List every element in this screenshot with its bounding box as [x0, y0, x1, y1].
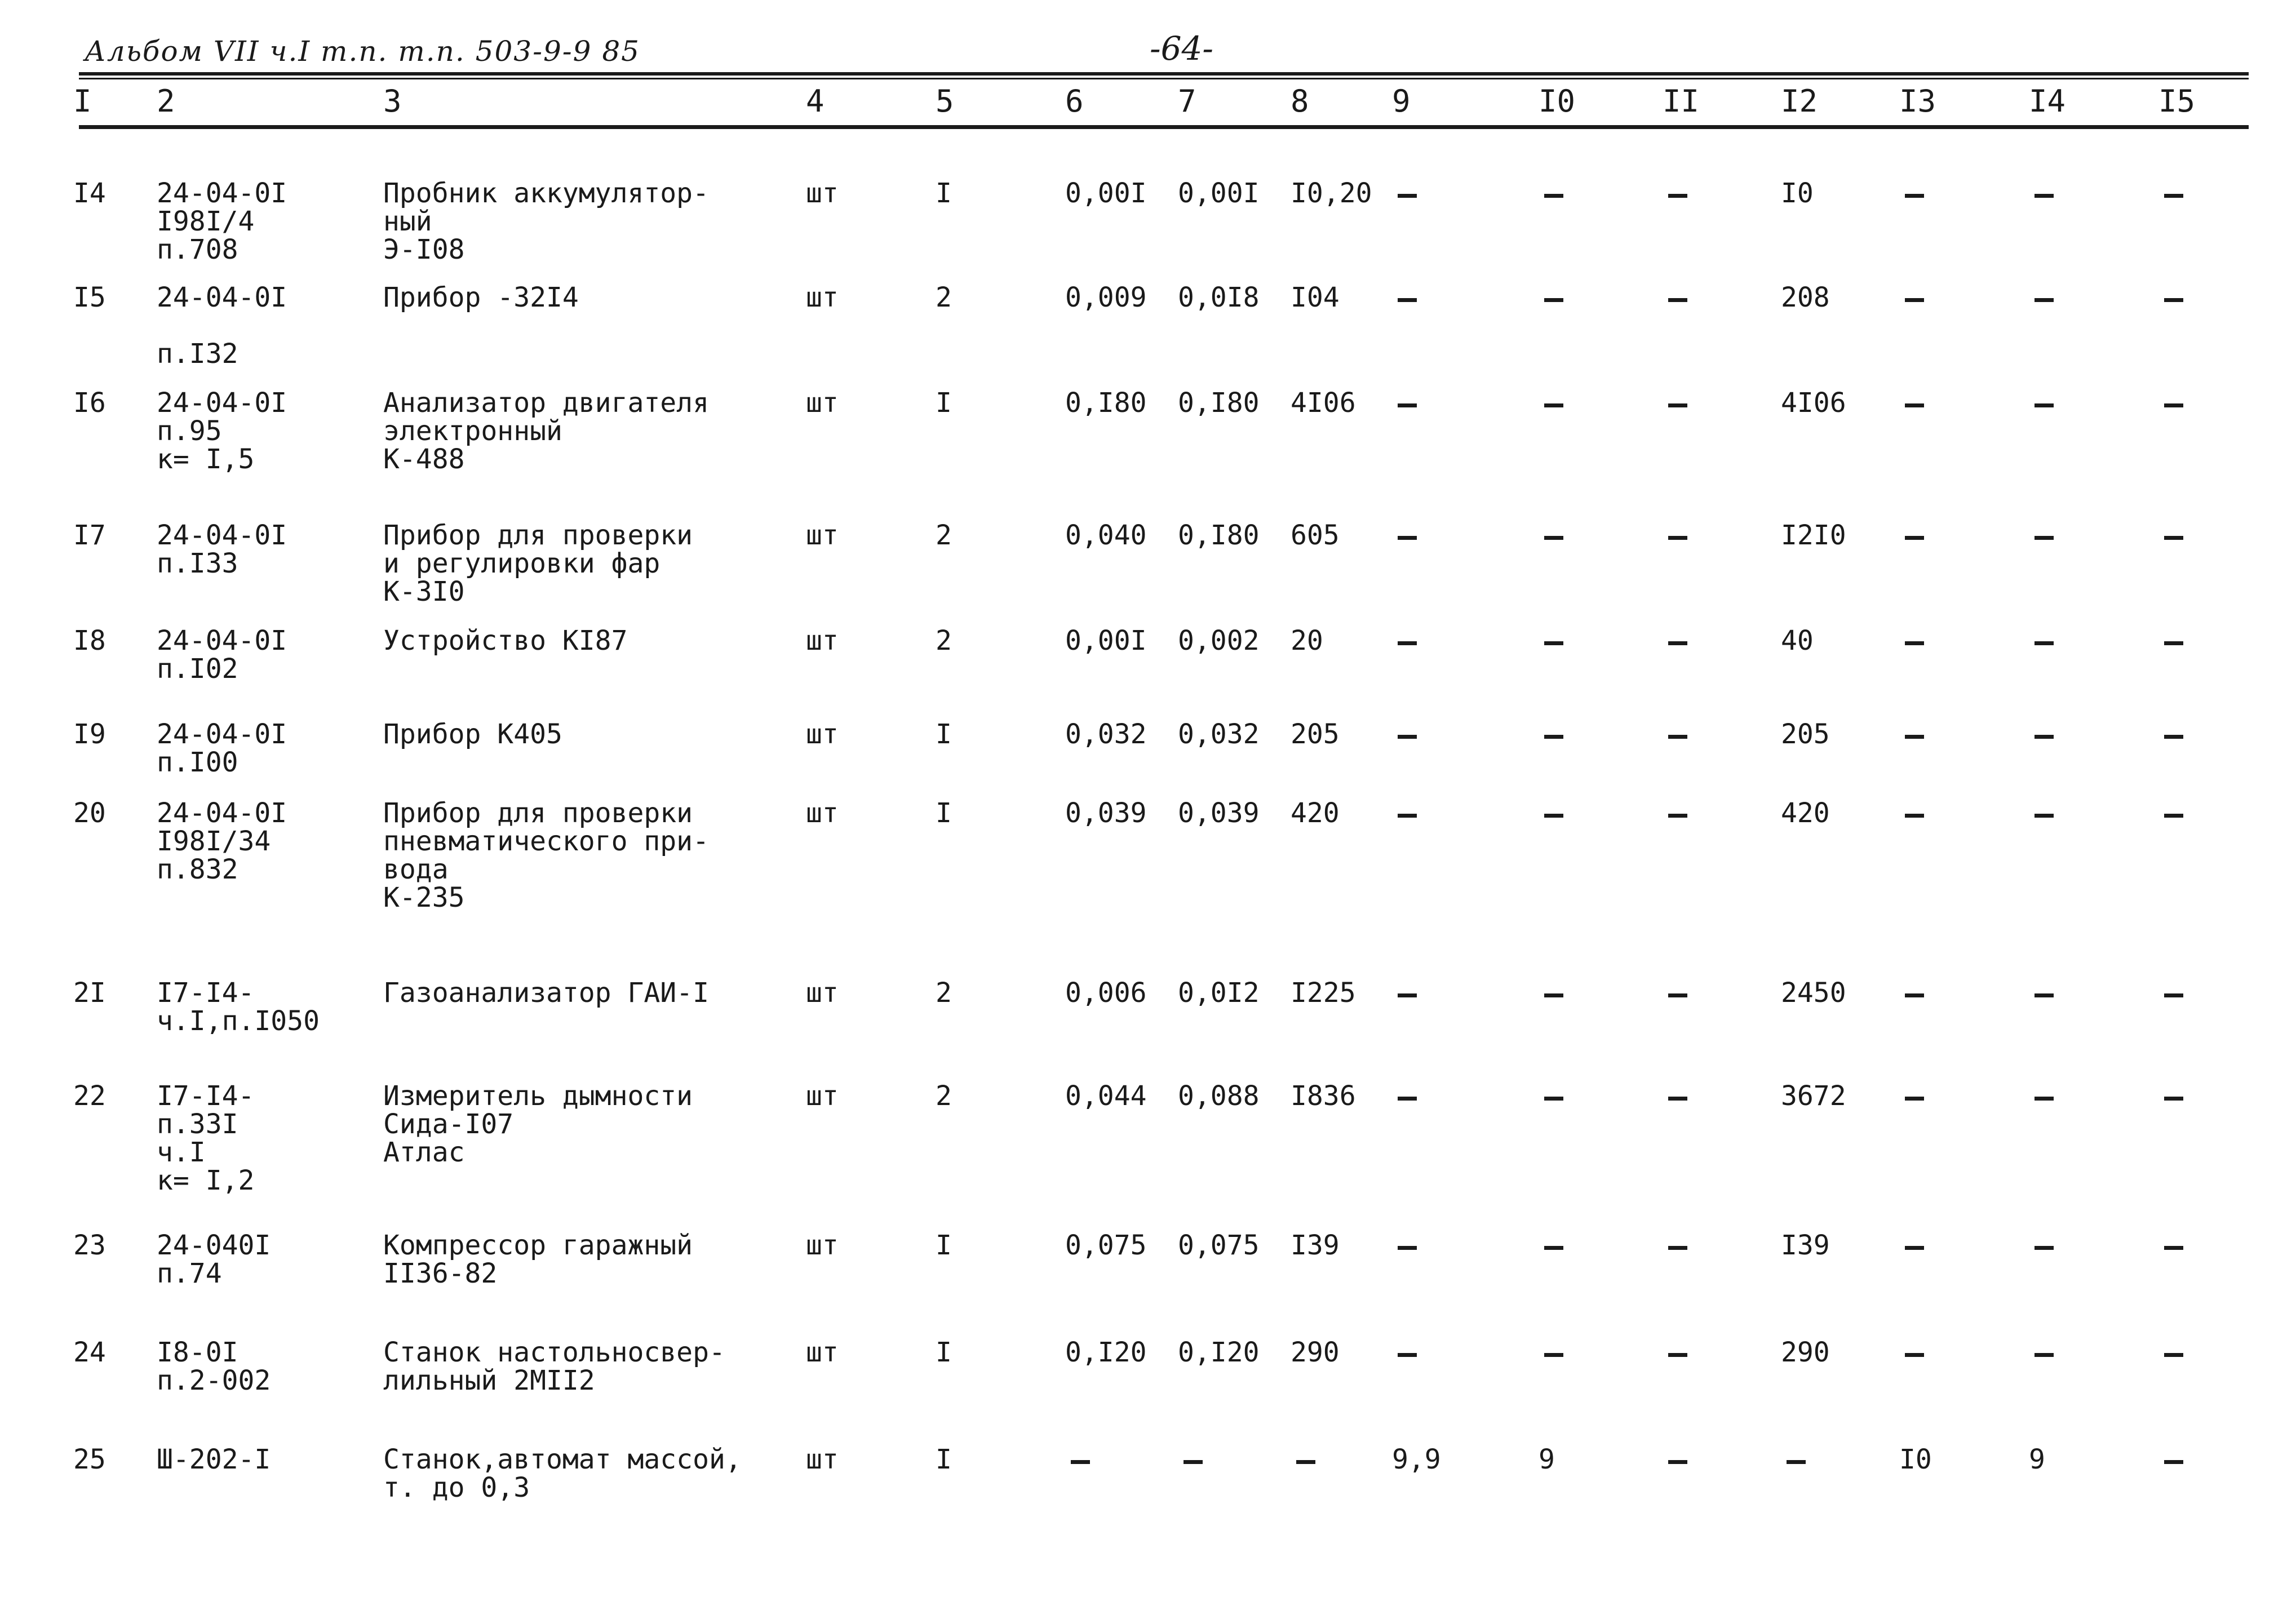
- table-cell: Компрессор гаражный II36-82: [383, 1230, 693, 1289]
- cell-dash: [2035, 194, 2054, 198]
- cell-dash: [2164, 1097, 2183, 1101]
- cell-dash: [1071, 1460, 1090, 1464]
- table-cell: 24-04-0I п.I00: [157, 718, 287, 778]
- cell-dash: [1905, 1353, 1924, 1357]
- table-cell: Пробник аккумулятор- ный Э-I08: [383, 178, 709, 265]
- cell-dash: [1905, 993, 1924, 997]
- cell-dash: [1398, 641, 1417, 645]
- column-number-2: 2: [157, 83, 175, 119]
- table-cell: 20: [73, 797, 106, 829]
- table-cell: 24-04-0I п.95 к= I,5: [157, 387, 287, 475]
- table-cell: 420: [1781, 797, 1830, 829]
- column-number-6: 6: [1065, 83, 1084, 119]
- table-cell: 0,0I2: [1178, 977, 1260, 1009]
- cell-dash: [1905, 814, 1924, 818]
- cell-dash: [1668, 1246, 1687, 1250]
- table-cell: 0,00I: [1065, 625, 1147, 656]
- table-cell: 24-04-0I п.I33: [157, 520, 287, 579]
- table-cell: 0,075: [1178, 1230, 1260, 1261]
- cell-dash: [1668, 735, 1687, 739]
- cell-dash: [1544, 993, 1563, 997]
- table-cell: Прибор -32I4: [383, 282, 579, 313]
- column-number-11: II: [1663, 83, 1700, 119]
- header-rule-top: [79, 72, 2249, 76]
- column-number-8: 8: [1291, 83, 1309, 119]
- table-cell: шт: [806, 1444, 839, 1475]
- table-cell: 24-04-0I п.I32: [157, 282, 287, 370]
- table-cell: 2: [936, 625, 952, 656]
- cell-dash: [1905, 298, 1924, 302]
- table-cell: I: [936, 797, 952, 829]
- cell-dash: [2164, 403, 2183, 407]
- table-cell: шт: [806, 387, 839, 419]
- cell-dash: [2164, 536, 2183, 540]
- table-cell: 24-04-0I I98I/4 п.708: [157, 178, 287, 265]
- table-cell: I8-0I п.2-002: [157, 1337, 271, 1396]
- table-cell: 0,040: [1065, 520, 1147, 551]
- table-cell: I39: [1781, 1230, 1830, 1261]
- table-cell: 290: [1291, 1337, 1340, 1368]
- table-cell: Измеритель дымности Сида-I07 Атлас: [383, 1080, 693, 1168]
- cell-dash: [1905, 1097, 1924, 1101]
- table-cell: I225: [1291, 977, 1356, 1009]
- cell-dash: [1905, 194, 1924, 198]
- table-cell: шт: [806, 178, 839, 209]
- table-cell: 0,I80: [1178, 520, 1260, 551]
- table-cell: 208: [1781, 282, 1830, 313]
- cell-dash: [2035, 1246, 2054, 1250]
- table-cell: I0,20: [1291, 178, 1372, 209]
- table-cell: 2450: [1781, 977, 1846, 1009]
- table-cell: 420: [1291, 797, 1340, 829]
- column-number-3: 3: [383, 83, 402, 119]
- table-cell: 0,088: [1178, 1080, 1260, 1112]
- table-cell: 0,I80: [1178, 387, 1260, 419]
- table-cell: 24: [73, 1337, 106, 1368]
- cell-dash: [2164, 1246, 2183, 1250]
- table-cell: шт: [806, 520, 839, 551]
- cell-dash: [2035, 641, 2054, 645]
- cell-dash: [2035, 735, 2054, 739]
- table-cell: I6: [73, 387, 106, 419]
- cell-dash: [1668, 1097, 1687, 1101]
- column-number-14: I4: [2029, 83, 2066, 119]
- cell-dash: [1544, 641, 1563, 645]
- table-cell: шт: [806, 1337, 839, 1368]
- table-cell: Анализатор двигателя электронный К-488: [383, 387, 709, 475]
- cell-dash: [2035, 993, 2054, 997]
- cell-dash: [1398, 735, 1417, 739]
- column-number-7: 7: [1178, 83, 1196, 119]
- cell-dash: [2164, 735, 2183, 739]
- table-cell: 23: [73, 1230, 106, 1261]
- cell-dash: [1544, 1353, 1563, 1357]
- table-cell: 0,006: [1065, 977, 1147, 1009]
- cell-dash: [1296, 1460, 1315, 1464]
- table-cell: 24-04-0I п.I02: [157, 625, 287, 685]
- table-cell: 0,002: [1178, 625, 1260, 656]
- cell-dash: [1668, 536, 1687, 540]
- cell-dash: [2035, 1097, 2054, 1101]
- table-cell: Газоанализатор ГАИ-I: [383, 977, 709, 1009]
- table-cell: 0,I20: [1178, 1337, 1260, 1368]
- table-cell: 2: [936, 1080, 952, 1112]
- cell-dash: [1544, 194, 1563, 198]
- cell-dash: [2164, 641, 2183, 645]
- table-cell: шт: [806, 797, 839, 829]
- table-cell: 605: [1291, 520, 1340, 551]
- column-number-12: I2: [1781, 83, 1818, 119]
- table-cell: I9: [73, 718, 106, 750]
- table-cell: 0,00I: [1065, 178, 1147, 209]
- cell-dash: [2035, 536, 2054, 540]
- table-cell: 0,075: [1065, 1230, 1147, 1261]
- table-cell: Устройство КI87: [383, 625, 628, 656]
- cell-dash: [1544, 403, 1563, 407]
- table-cell: I: [936, 1444, 952, 1475]
- table-cell: 2: [936, 282, 952, 313]
- table-cell: 205: [1291, 718, 1340, 750]
- cell-dash: [1398, 814, 1417, 818]
- table-cell: 0,00I: [1178, 178, 1260, 209]
- cell-dash: [1905, 641, 1924, 645]
- table-cell: 40: [1781, 625, 1814, 656]
- table-cell: шт: [806, 1230, 839, 1261]
- table-cell: I: [936, 1337, 952, 1368]
- table-cell: Станок,автомат массой, т. до 0,3: [383, 1444, 742, 1503]
- table-cell: 0,044: [1065, 1080, 1147, 1112]
- table-cell: I: [936, 178, 952, 209]
- cell-dash: [2035, 298, 2054, 302]
- table-cell: 0,0I8: [1178, 282, 1260, 313]
- table-cell: шт: [806, 282, 839, 313]
- table-cell: I836: [1291, 1080, 1356, 1112]
- table-cell: I: [936, 718, 952, 750]
- table-cell: I5: [73, 282, 106, 313]
- cell-dash: [1398, 194, 1417, 198]
- table-cell: Ш-202-I: [157, 1444, 271, 1475]
- table-cell: 9: [1539, 1444, 1555, 1475]
- table-cell: шт: [806, 718, 839, 750]
- table-cell: 20: [1291, 625, 1323, 656]
- table-cell: 0,009: [1065, 282, 1147, 313]
- table-cell: 2I: [73, 977, 106, 1009]
- table-cell: Прибор К405: [383, 718, 562, 750]
- table-cell: 0,039: [1065, 797, 1147, 829]
- column-number-5: 5: [936, 83, 954, 119]
- table-cell: 24-040I п.74: [157, 1230, 271, 1289]
- table-cell: 4I06: [1291, 387, 1356, 419]
- cell-dash: [1398, 1353, 1417, 1357]
- table-cell: 0,I80: [1065, 387, 1147, 419]
- table-cell: I0: [1899, 1444, 1932, 1475]
- cell-dash: [1184, 1460, 1203, 1464]
- table-cell: 22: [73, 1080, 106, 1112]
- table-cell: 24-04-0I I98I/34 п.832: [157, 797, 287, 885]
- cell-dash: [1668, 814, 1687, 818]
- cell-dash: [1398, 536, 1417, 540]
- column-number-4: 4: [806, 83, 825, 119]
- column-number-9: 9: [1392, 83, 1411, 119]
- cell-dash: [1668, 298, 1687, 302]
- cell-dash: [1905, 403, 1924, 407]
- table-cell: I: [936, 1230, 952, 1261]
- table-cell: I39: [1291, 1230, 1340, 1261]
- cell-dash: [2164, 298, 2183, 302]
- cell-dash: [2164, 1353, 2183, 1357]
- table-cell: I7: [73, 520, 106, 551]
- table-cell: 2: [936, 520, 952, 551]
- table-cell: I2I0: [1781, 520, 1846, 551]
- column-number-1: I: [73, 83, 92, 119]
- table-cell: I7-I4- п.33I ч.I к= I,2: [157, 1080, 255, 1196]
- table-cell: шт: [806, 625, 839, 656]
- table-cell: I: [936, 387, 952, 419]
- cell-dash: [1398, 993, 1417, 997]
- table-cell: 0,039: [1178, 797, 1260, 829]
- table-cell: I04: [1291, 282, 1340, 313]
- cell-dash: [2035, 814, 2054, 818]
- column-number-10: I0: [1539, 83, 1576, 119]
- cell-dash: [1398, 298, 1417, 302]
- table-cell: 290: [1781, 1337, 1830, 1368]
- column-number-13: I3: [1899, 83, 1936, 119]
- table-cell: I4: [73, 178, 106, 209]
- table-cell: 205: [1781, 718, 1830, 750]
- table-cell: Прибор для проверки пневматического при- вода К-235: [383, 797, 709, 913]
- cell-dash: [1398, 403, 1417, 407]
- cell-dash: [2035, 403, 2054, 407]
- cell-dash: [1668, 194, 1687, 198]
- cell-dash: [1905, 735, 1924, 739]
- cell-dash: [1668, 1460, 1687, 1464]
- cell-dash: [1668, 403, 1687, 407]
- table-cell: 0,I20: [1065, 1337, 1147, 1368]
- cell-dash: [2035, 1353, 2054, 1357]
- cell-dash: [1544, 298, 1563, 302]
- table-cell: 0,032: [1178, 718, 1260, 750]
- cell-dash: [1668, 641, 1687, 645]
- table-cell: I0: [1781, 178, 1814, 209]
- table-cell: 9,9: [1392, 1444, 1441, 1475]
- cell-dash: [1544, 735, 1563, 739]
- table-cell: 3672: [1781, 1080, 1846, 1112]
- table-cell: I7-I4- ч.I,п.I050: [157, 977, 320, 1037]
- cell-dash: [1398, 1246, 1417, 1250]
- table-cell: шт: [806, 977, 839, 1009]
- table-cell: шт: [806, 1080, 839, 1112]
- table-cell: 9: [2029, 1444, 2045, 1475]
- cell-dash: [1668, 1353, 1687, 1357]
- cell-dash: [2164, 194, 2183, 198]
- cell-dash: [1544, 1246, 1563, 1250]
- cell-dash: [1544, 814, 1563, 818]
- cell-dash: [1668, 993, 1687, 997]
- cell-dash: [1905, 1246, 1924, 1250]
- table-cell: 2: [936, 977, 952, 1009]
- header-rule-bottom: [79, 125, 2249, 129]
- page-number: -64-: [1150, 29, 1213, 68]
- cell-dash: [1398, 1097, 1417, 1101]
- table-cell: Станок настольносвер- лильный 2МII2: [383, 1337, 725, 1396]
- table-cell: I8: [73, 625, 106, 656]
- cell-dash: [2164, 814, 2183, 818]
- column-number-15: I5: [2158, 83, 2196, 119]
- table-cell: Прибор для проверки и регулировки фар К-3I0: [383, 520, 693, 607]
- table-cell: 0,032: [1065, 718, 1147, 750]
- header-rule-mid: [79, 78, 2249, 79]
- cell-dash: [1544, 1097, 1563, 1101]
- cell-dash: [1787, 1460, 1806, 1464]
- cell-dash: [1905, 536, 1924, 540]
- cell-dash: [1544, 536, 1563, 540]
- cell-dash: [2164, 1460, 2183, 1464]
- cell-dash: [2164, 993, 2183, 997]
- table-cell: 4I06: [1781, 387, 1846, 419]
- table-cell: 25: [73, 1444, 106, 1475]
- album-reference: Альбом VII ч.I т.п. т.п. 503-9-9 85: [85, 35, 640, 68]
